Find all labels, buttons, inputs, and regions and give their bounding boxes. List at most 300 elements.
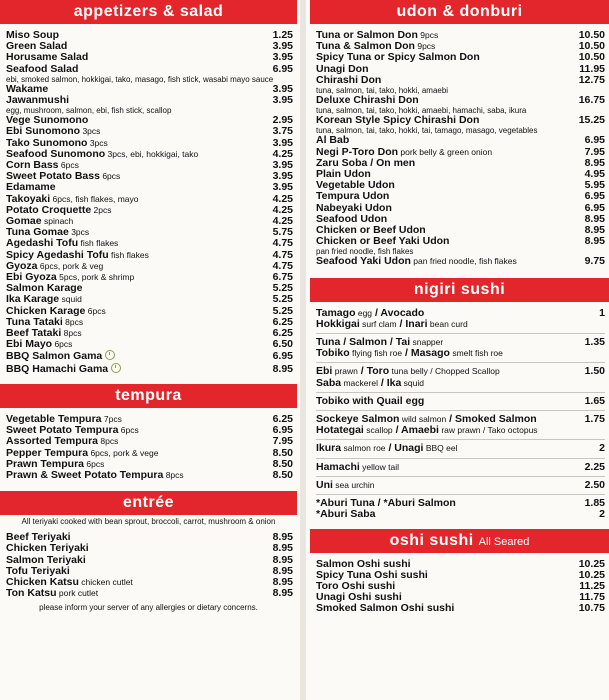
nigiri-line	[316, 480, 605, 491]
menu-item-subline: tuna, salmon, tai, tako, hokki, amaebi, hamachi, saba, ikura	[316, 106, 527, 116]
entree-header: entrée	[0, 491, 297, 515]
menu-item	[6, 317, 293, 328]
menu-item-price: 10.75	[578, 602, 605, 615]
menu-item-price: 8.95	[584, 212, 605, 225]
menu-item-name: Ebi Mayo 6pcs	[6, 339, 73, 351]
menu-item	[6, 216, 293, 227]
menu-item-desc: 6pcs	[85, 305, 106, 316]
menu-item-desc: 6pcs, pork & vege	[88, 447, 159, 458]
menu-item-name: Chicken or Beef Yaki Udon	[316, 236, 450, 248]
nigiri-separator	[316, 392, 605, 393]
menu-item	[316, 236, 605, 247]
menu-item	[316, 52, 605, 63]
menu-item	[316, 581, 605, 592]
menu-item-price: 6.95	[272, 350, 293, 363]
menu-item-price: 5.75	[272, 226, 293, 239]
oshi-subtitle: All Seared	[478, 535, 530, 548]
menu-item-price: 4.95	[584, 168, 605, 181]
menu-item-desc: 8pcs	[62, 316, 84, 327]
menu-item-name: Tuna or Salmon Don 9pcs	[316, 30, 439, 41]
menu-item	[316, 592, 605, 603]
menu-item-price: 6.25	[272, 315, 293, 328]
nigiri-line	[316, 414, 605, 425]
nigiri-price: 2.25	[584, 460, 605, 473]
menu-item	[316, 95, 605, 106]
menu-item	[6, 182, 293, 193]
menu-item	[316, 214, 605, 225]
nigiri-desc2: BBQ eel	[423, 443, 458, 454]
menu-item-name: Prawn Tempura 6pcs	[6, 458, 105, 470]
menu-item-name: Chirashi Don	[316, 74, 382, 86]
menu-item-price: 3.95	[272, 51, 293, 64]
menu-item-desc: 9pcs	[417, 30, 439, 40]
nigiri-line	[316, 337, 605, 348]
menu-item	[6, 95, 293, 106]
menu-item-name: Seafood Salad	[6, 63, 79, 75]
menu-item	[316, 559, 605, 570]
menu-item-name: Tofu Teriyaki	[6, 565, 70, 577]
menu-item	[6, 328, 293, 339]
oshi-list	[310, 553, 609, 615]
nigiri-name: Ikura salmon roe / Unagi BBQ eel	[316, 443, 458, 455]
menu-item-price: 10.25	[578, 557, 605, 570]
oshi-title: oshi sushi	[389, 531, 474, 549]
menu-item-subline: pan fried noodle, fish flakes	[316, 247, 414, 257]
column-divider	[300, 0, 306, 700]
left-column	[0, 0, 297, 615]
nigiri-line	[316, 498, 605, 509]
menu-item	[6, 115, 293, 126]
entree-list	[0, 529, 297, 599]
menu-item-price: 12.75	[578, 73, 605, 86]
menu-item-price: 8.95	[272, 531, 293, 544]
menu-item	[6, 414, 293, 425]
menu-item-desc: 5pcs, pork & shrimp	[56, 272, 135, 283]
menu-item-name: Green Salad	[6, 41, 68, 53]
nigiri-group	[316, 414, 605, 436]
menu-item-price: 8.95	[272, 542, 293, 555]
nigiri-name: Ebi prawn / Toro tuna belly / Chopped Scallop	[316, 366, 500, 378]
menu-item-price: 3.95	[272, 136, 293, 149]
menu-item-name: Vege Sunomono	[6, 115, 89, 127]
menu-item	[6, 459, 293, 470]
menu-item-price: 3.95	[272, 82, 293, 95]
appetizers-list	[0, 24, 297, 375]
menu-item-name: Seafood Sunomono 3pcs, ebi, hokkigai, tako	[6, 148, 199, 160]
nigiri-desc2: bean curd	[427, 318, 468, 329]
menu-item	[316, 64, 605, 75]
menu-item	[316, 30, 605, 41]
menu-item-price: 11.75	[579, 591, 605, 604]
nigiri-price: 1.85	[584, 497, 605, 510]
menu-item-price: 8.95	[584, 235, 605, 248]
clock-icon	[111, 363, 121, 373]
menu-item-price: 9.75	[584, 255, 605, 268]
udon-list	[310, 24, 609, 268]
nigiri-price: 1	[599, 306, 605, 319]
nigiri-list	[310, 302, 609, 521]
nigiri-group	[316, 509, 605, 520]
nigiri-desc: mackerel	[341, 377, 378, 388]
nigiri-group	[316, 308, 605, 330]
clock-icon	[105, 350, 115, 360]
menu-item-name: Ebi Gyoza 5pcs, pork & shrimp	[6, 272, 135, 284]
menu-item	[6, 160, 293, 171]
nigiri-desc: wild salmon	[399, 414, 447, 425]
menu-item-name: Edamame	[6, 182, 56, 194]
nigiri-name: Saba mackerel / Ika squid	[316, 377, 424, 389]
menu-item-desc: pork cutlet	[56, 588, 99, 599]
menu-item-price: 3.75	[272, 125, 293, 138]
menu-item-subline: egg, mushroom, salmon, ebi, fish stick, scallop	[6, 106, 172, 116]
menu-item	[6, 41, 293, 52]
menu-item-price: 11.95	[579, 62, 605, 75]
menu-item-name: Corn Bass 6pcs	[6, 160, 79, 172]
nigiri-name: Hokkigai surf clam / Inari bean curd	[316, 318, 468, 330]
nigiri-desc2: smelt fish roe	[449, 348, 503, 359]
menu-item-desc: 3pcs, ebi, hokkigai, tako	[105, 148, 199, 159]
menu-item	[6, 272, 293, 283]
menu-item-name: Beef Teriyaki	[6, 532, 71, 544]
menu-item-price: 3.95	[272, 181, 293, 194]
menu-item	[6, 149, 293, 160]
menu-item-name: Sweet Potato Tempura 6pcs	[6, 425, 139, 437]
menu-item-desc: 8pcs	[98, 436, 119, 447]
menu-item-price: 6.25	[272, 327, 293, 340]
udon-header: udon & donburi	[310, 0, 609, 24]
menu-item-name: Chicken Karage 6pcs	[6, 305, 106, 317]
menu-item-price: 6.95	[584, 134, 605, 147]
nigiri-name: Tobiko with Quail egg	[316, 395, 425, 407]
nigiri-name: Tobiko flying fish roe / Masago smelt fish roe	[316, 348, 503, 360]
menu-item	[316, 203, 605, 214]
nigiri-desc: flying fish roe	[349, 348, 403, 359]
menu-item-name: Agedashi Tofu fish flakes	[6, 238, 119, 250]
menu-item-price: 4.25	[272, 203, 293, 216]
nigiri-header: nigiri sushi	[310, 278, 609, 302]
menu-item	[6, 294, 293, 305]
menu-item-name: Chicken Teriyaki	[6, 543, 89, 555]
menu-item	[6, 448, 293, 459]
nigiri-line	[316, 378, 605, 389]
menu-item-name: Sweet Potato Bass 6pcs	[6, 171, 121, 183]
menu-item-name: Negi P-Toro Don pork belly & green onion	[316, 146, 493, 158]
menu-item	[6, 425, 293, 436]
menu-item-price: 2.95	[272, 114, 293, 127]
menu-item	[6, 261, 293, 272]
menu-item-name: Prawn & Sweet Potato Tempura 8pcs	[6, 469, 184, 481]
menu-item-price: 16.75	[578, 94, 605, 107]
menu-item	[316, 41, 605, 52]
menu-item	[6, 350, 293, 362]
menu-item	[6, 138, 293, 149]
menu-item-price: 10.50	[578, 40, 605, 53]
nigiri-price: 1.50	[584, 365, 605, 378]
menu-item-name: Zaru Soba / On men	[316, 157, 416, 169]
menu-item-price: 6.95	[584, 201, 605, 214]
menu-item-desc: 2pcs	[91, 204, 112, 215]
nigiri-desc: scallop	[363, 425, 393, 436]
menu-item-desc: chicken cutlet	[78, 576, 133, 587]
menu-item-price: 6.95	[584, 190, 605, 203]
menu-item	[6, 543, 293, 554]
nigiri-group	[316, 337, 605, 359]
menu-item-name: Horusame Salad	[6, 52, 89, 64]
nigiri-line	[316, 308, 605, 319]
menu-item-price: 7.95	[584, 145, 605, 158]
nigiri-group	[316, 396, 605, 407]
nigiri-separator	[316, 362, 605, 363]
menu-item	[316, 570, 605, 581]
nigiri-price: 1.65	[584, 394, 605, 407]
menu-item-price: 8.50	[272, 446, 293, 459]
menu-item	[6, 363, 293, 375]
menu-item-price: 5.25	[272, 293, 293, 306]
menu-item-price: 7.95	[272, 435, 293, 448]
nigiri-price: 1.75	[584, 413, 605, 426]
menu-item	[6, 532, 293, 543]
appetizers-header: appetizers & salad	[0, 0, 297, 24]
menu-item-price: 6.25	[272, 412, 293, 425]
menu-item-price: 5.95	[584, 179, 605, 192]
menu-item	[6, 238, 293, 249]
nigiri-price: 2	[599, 442, 605, 455]
menu-item-name: Ika Karage squid	[6, 294, 82, 306]
menu-item	[6, 436, 293, 447]
menu-item-name: BBQ Salmon Gama	[6, 350, 115, 362]
nigiri-name: Hamachi yellow tail	[316, 461, 399, 473]
menu-item-desc: 6pcs	[58, 160, 79, 171]
nigiri-name: *Aburi Tuna / *Aburi Salmon	[316, 498, 456, 510]
menu-item-name: Nabeyaki Udon	[316, 202, 392, 214]
menu-item-price: 5.25	[272, 304, 293, 317]
menu-item-price: 10.50	[578, 29, 605, 41]
menu-item-name: Beef Tataki 8pcs	[6, 328, 82, 340]
menu-item-price: 3.95	[272, 94, 293, 107]
menu-item-desc: 6pcs	[52, 339, 73, 350]
menu-item-price: 8.95	[584, 156, 605, 169]
nigiri-group	[316, 366, 605, 388]
menu-item-name: Tuna & Salmon Don 9pcs	[316, 41, 436, 53]
menu-item	[6, 577, 293, 588]
nigiri-desc2: tuna belly / Chopped Scallop	[389, 366, 500, 377]
menu-item	[316, 180, 605, 191]
menu-item-price: 4.25	[272, 147, 293, 160]
menu-item-price: 4.25	[272, 215, 293, 228]
menu-item-name: Vegetable Udon	[316, 180, 395, 192]
menu-item	[316, 115, 605, 126]
menu-item-name: Gyoza 6pcs, pork & veg	[6, 260, 104, 272]
menu-item-name: Tuna Tataki 8pcs	[6, 316, 84, 328]
nigiri-desc2: snapper	[410, 337, 444, 348]
menu-item	[6, 227, 293, 238]
nigiri-desc: egg	[355, 307, 373, 318]
nigiri-separator	[316, 458, 605, 459]
menu-item	[316, 147, 605, 158]
menu-item-name: Plain Udon	[316, 169, 371, 181]
tempura-header: tempura	[0, 384, 297, 408]
nigiri-price: 2	[599, 508, 605, 521]
nigiri-desc2: raw prawn / Tako octopus	[438, 425, 538, 436]
menu-item-desc: fish flakes	[108, 249, 149, 260]
nigiri-name: Tamago egg / Avocado	[316, 307, 425, 319]
menu-item	[6, 470, 293, 481]
menu-item	[6, 52, 293, 63]
nigiri-separator	[316, 333, 605, 334]
menu-item-name: Salmon Oshi sushi	[316, 558, 411, 570]
menu-item	[6, 250, 293, 261]
menu-item-desc: pork belly & green onion	[398, 146, 493, 157]
menu-item-price: 6.75	[272, 271, 293, 284]
menu-item-name: Spicy Tuna Oshi sushi	[316, 569, 428, 581]
menu-item-name: Korean Style Spicy Chirashi Don	[316, 115, 480, 127]
nigiri-line	[316, 462, 605, 473]
menu-item-name: Chicken or Beef Udon	[316, 225, 426, 237]
menu-item	[6, 194, 293, 205]
allergy-note: please inform your server of any allergies or dietary concerns.	[39, 603, 258, 613]
nigiri-group	[316, 498, 605, 509]
nigiri-price: 2.50	[584, 478, 605, 491]
menu-item	[6, 171, 293, 182]
menu-item	[316, 169, 605, 180]
menu-item-name: Tempura Udon	[316, 191, 390, 203]
menu-item-price: 10.50	[578, 51, 605, 64]
menu-item-name: Pepper Tempura 6pcs, pork & vege	[6, 447, 159, 459]
menu-item-name: Takoyaki 6pcs, fish flakes, mayo	[6, 193, 139, 205]
menu-item-desc: 8pcs	[163, 469, 184, 480]
nigiri-line	[316, 443, 605, 454]
nigiri-line	[316, 509, 605, 520]
menu-item-price: 8.50	[272, 468, 293, 481]
menu-item-price: 6.95	[272, 424, 293, 437]
nigiri-line	[316, 366, 605, 377]
menu-item-name: Spicy Tuna or Spicy Salmon Don	[316, 52, 480, 64]
menu-item	[6, 588, 293, 599]
menu-item-name: Al Bab	[316, 135, 350, 147]
menu-item-price: 8.95	[272, 553, 293, 566]
menu-item-desc: 3pcs	[80, 126, 101, 137]
menu-item-desc: 6pcs, pork & veg	[37, 260, 104, 271]
menu-item-name: Assorted Tempura 8pcs	[6, 436, 119, 448]
menu-item-name: Seafood Udon	[316, 213, 388, 225]
nigiri-group	[316, 443, 605, 454]
menu-item-name: Potato Croquette 2pcs	[6, 204, 112, 216]
menu-item-desc: 8pcs	[61, 328, 82, 339]
menu-item-name: Chicken Katsu chicken cutlet	[6, 576, 133, 588]
menu-item	[316, 256, 605, 267]
nigiri-group	[316, 462, 605, 473]
menu-item-subline: tuna, salmon, tai, tako, hokki, tai, tamago, masago, vegetables	[316, 126, 538, 136]
nigiri-line	[316, 348, 605, 359]
menu-item-price: 8.95	[272, 564, 293, 577]
nigiri-desc: sea urchin	[332, 479, 375, 490]
nigiri-name: Uni sea urchin	[316, 479, 375, 491]
menu-item	[6, 64, 293, 75]
menu-item	[6, 306, 293, 317]
nigiri-desc: salmon roe	[341, 443, 386, 454]
menu-item-price: 3.95	[272, 159, 293, 172]
oshi-header	[310, 529, 609, 553]
menu-item-name: Ton Katsu pork cutlet	[6, 588, 99, 600]
nigiri-line	[316, 396, 605, 407]
menu-item-name: Gomae spinach	[6, 216, 74, 228]
menu-item-name: Salmon Karage	[6, 283, 83, 295]
menu-item-name: Unagi Oshi sushi	[316, 592, 402, 604]
entree-note: All teriyaki cooked with bean sprout, broccoli, carrot, mushroom & onion	[21, 517, 276, 527]
nigiri-line	[316, 319, 605, 330]
menu-item-desc: spinach	[41, 216, 74, 227]
menu-item-name: Jawanmushi	[6, 95, 70, 107]
menu-item	[316, 225, 605, 236]
menu-item	[316, 603, 605, 614]
menu-item-subline: tuna, salmon, tai, tako, hokki, amaebi	[316, 86, 449, 96]
menu-item	[316, 135, 605, 146]
nigiri-desc2: squid	[401, 377, 424, 388]
menu-item-price: 3.95	[272, 170, 293, 183]
menu-item-name: Tuna Gomae 3pcs	[6, 227, 90, 239]
tempura-list	[0, 408, 297, 481]
menu-item-price: 6.95	[272, 62, 293, 75]
nigiri-name: Hotategai scallop / Amaebi raw prawn / Tako octopus	[316, 425, 538, 437]
nigiri-desc: prawn	[332, 366, 358, 377]
menu-item-name: Ebi Sunomono 3pcs	[6, 126, 101, 138]
nigiri-separator	[316, 494, 605, 495]
menu-item-price: 8.95	[272, 587, 293, 600]
menu-item-name: BBQ Hamachi Gama	[6, 363, 121, 375]
menu-item-name: Seafood Yaki Udon pan fried noodle, fish flakes	[316, 256, 517, 268]
nigiri-price: 1.35	[584, 336, 605, 349]
nigiri-separator	[316, 410, 605, 411]
menu-item-desc: 6pcs	[84, 458, 105, 469]
menu-item-name: Smoked Salmon Oshi sushi	[316, 603, 455, 615]
menu-item	[6, 566, 293, 577]
menu-item-name: Unagi Don	[316, 63, 369, 75]
menu-item	[316, 75, 605, 86]
menu-item	[6, 555, 293, 566]
menu-item-price: 8.95	[272, 575, 293, 588]
menu-item	[6, 205, 293, 216]
menu-item-price: 8.95	[584, 224, 605, 237]
nigiri-name: Tuna / Salmon / Tai snapper	[316, 337, 444, 349]
menu-item	[316, 191, 605, 202]
nigiri-desc: yellow tail	[359, 461, 399, 472]
menu-item-desc: 6pcs, fish flakes, mayo	[50, 193, 139, 204]
menu-item	[6, 339, 293, 350]
menu-item-price: 8.95	[272, 362, 293, 375]
menu-item-price: 1.25	[272, 29, 293, 41]
menu-item-price: 6.50	[272, 338, 293, 351]
menu-item-desc: squid	[59, 294, 82, 305]
nigiri-desc: surf clam	[359, 318, 397, 329]
menu-item-subline: ebi, smoked salmon, hokkigai, tako, masago, fish stick, wasabi mayo sauce	[6, 74, 274, 84]
menu-item-desc: 9pcs	[414, 41, 436, 52]
nigiri-name: Sockeye Salmon wild salmon / Smoked Salmon	[316, 414, 537, 426]
menu-item-desc: 6pcs	[118, 425, 139, 436]
menu-item-name: Salmon Teriyaki	[6, 554, 86, 566]
menu-item-price: 8.50	[272, 457, 293, 470]
menu-item	[6, 30, 293, 41]
menu-item-name: Miso Soup	[6, 30, 60, 41]
menu-item-price: 5.25	[272, 282, 293, 295]
nigiri-separator	[316, 439, 605, 440]
menu-item-name: Spicy Agedashi Tofu fish flakes	[6, 249, 149, 261]
nigiri-separator	[316, 476, 605, 477]
menu-item	[316, 158, 605, 169]
menu-item-name: Deluxe Chirashi Don	[316, 95, 419, 107]
menu-item-name: Toro Oshi sushi	[316, 580, 396, 592]
menu-item-desc: 7pcs	[101, 413, 122, 424]
menu-item-price: 3.95	[272, 40, 293, 53]
